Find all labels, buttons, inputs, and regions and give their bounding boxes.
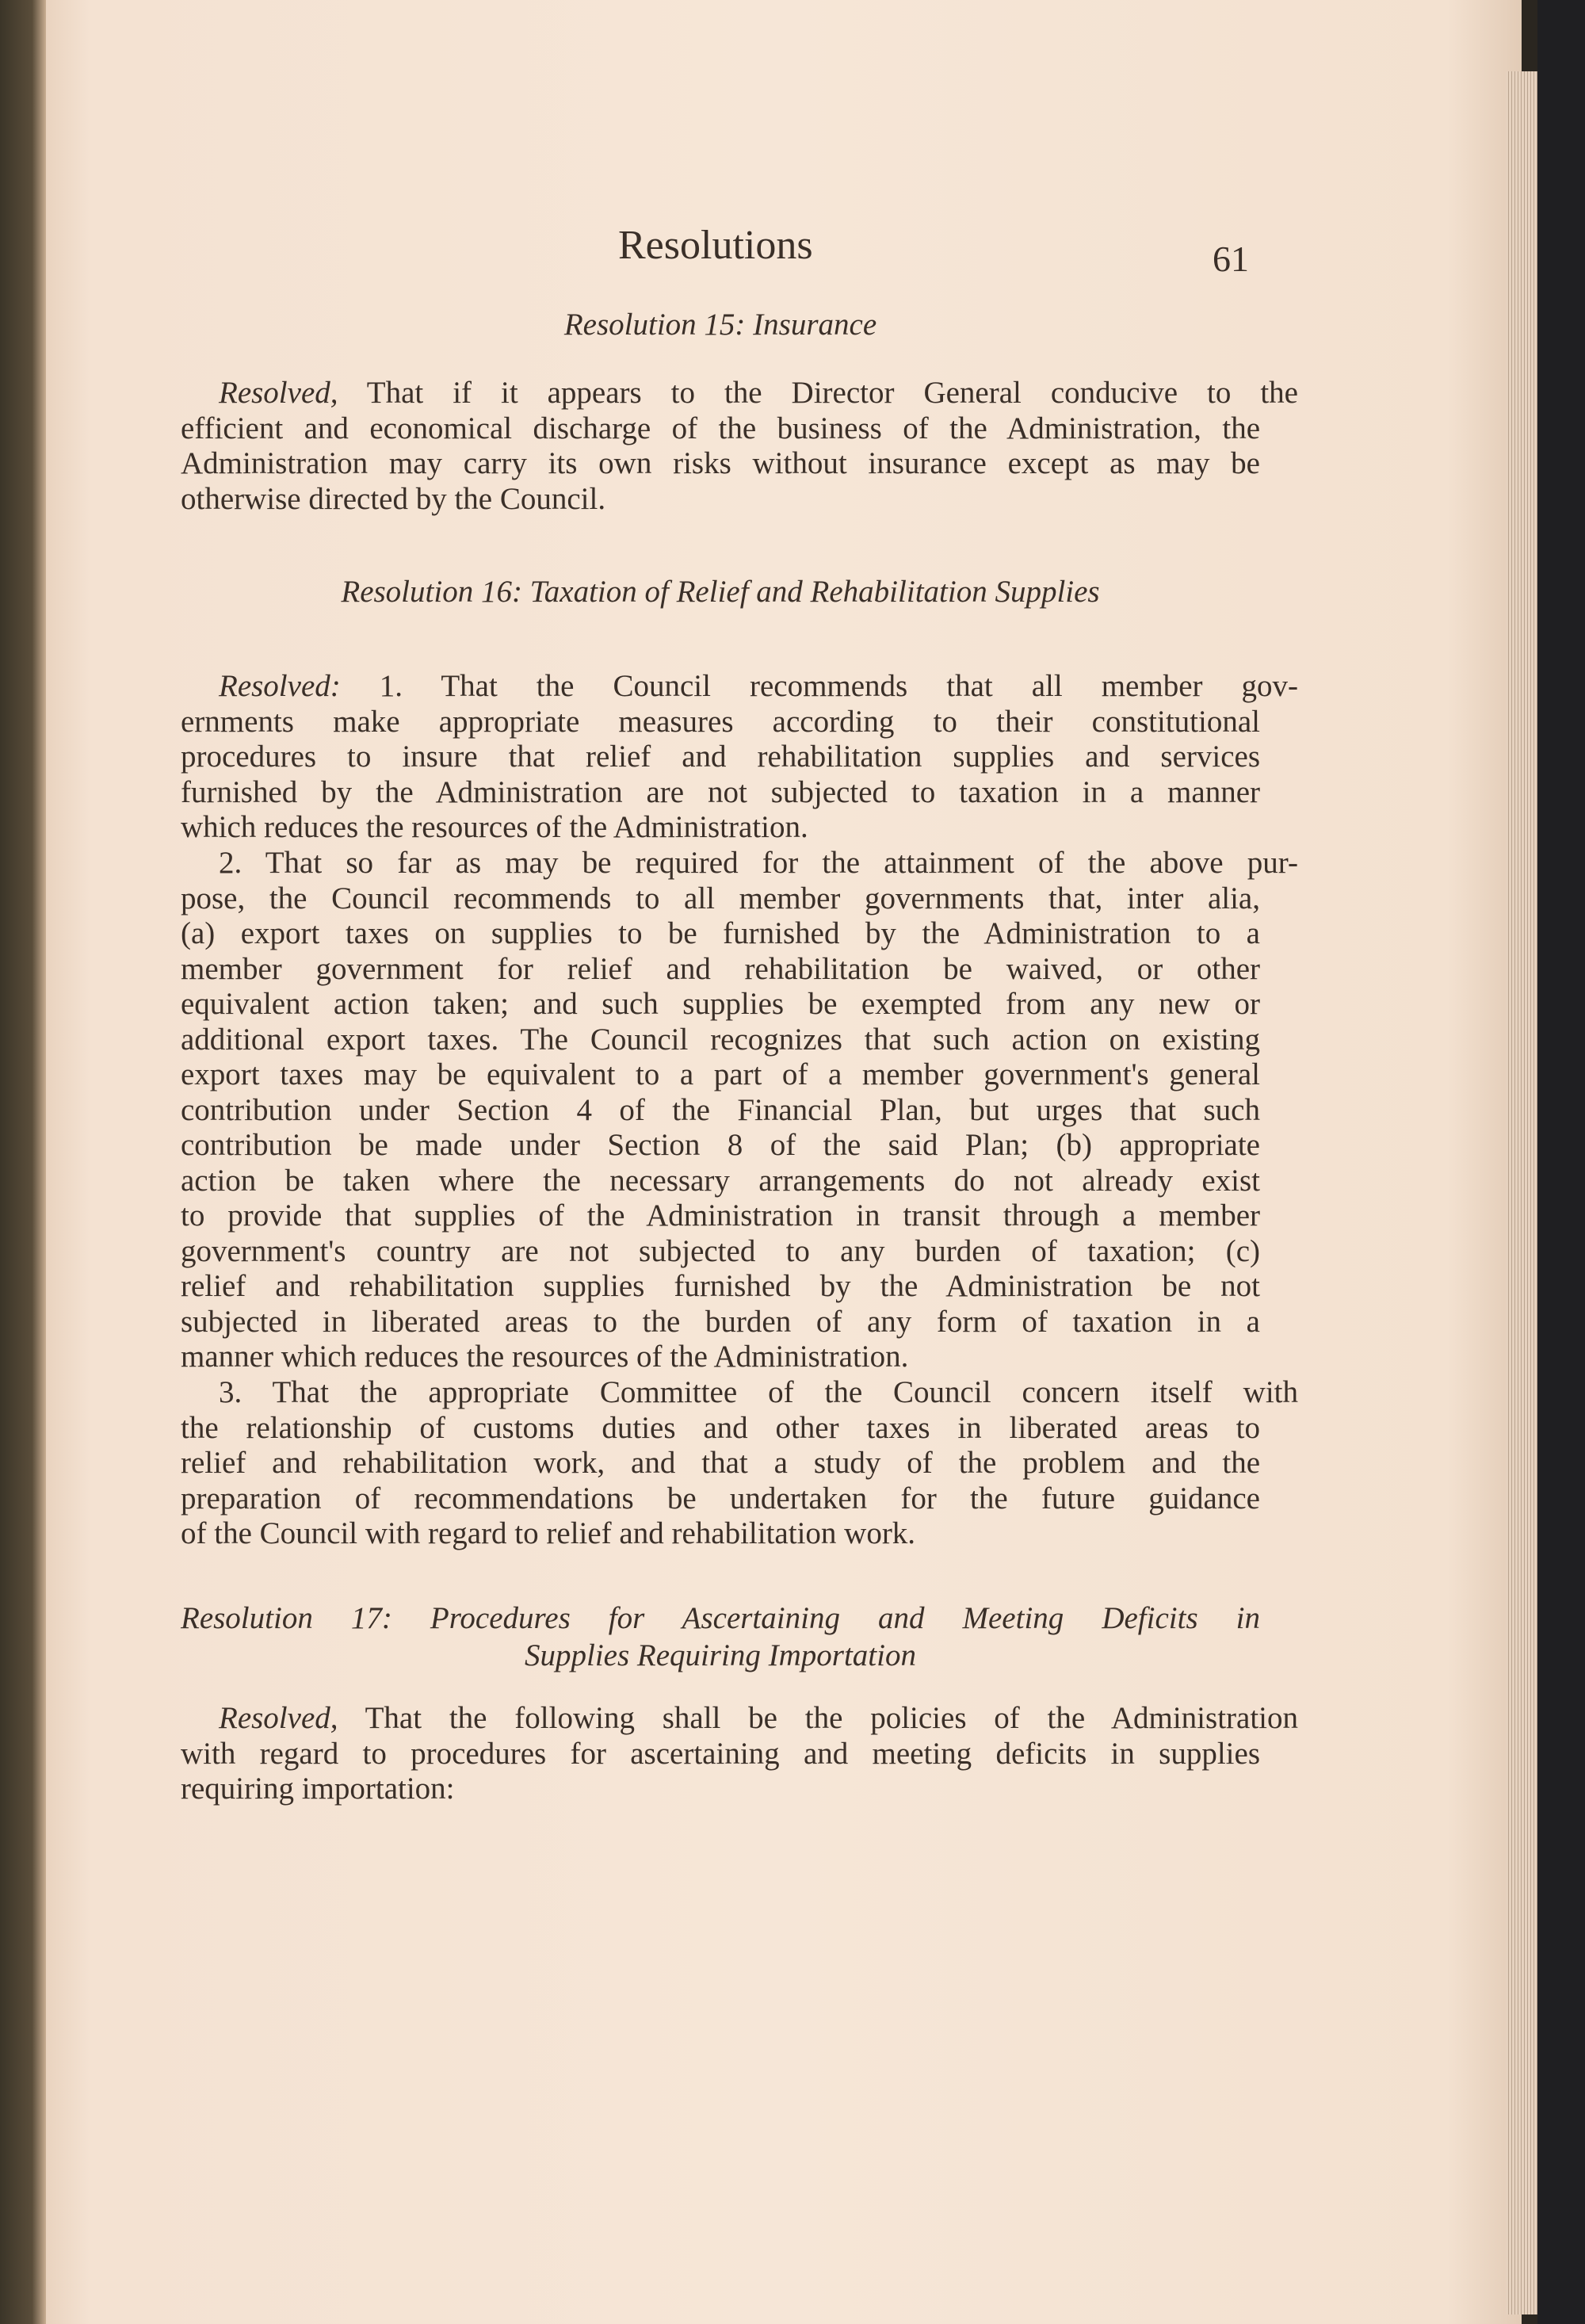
paragraph-line xyxy=(181,881,1260,917)
line-text: furnished by the Administration are not subjected to taxation in a manner xyxy=(181,774,1260,809)
line-text: relief and rehabilitation supplies furnished by the Administration be not xyxy=(181,1269,1260,1303)
line-text: member government for relief and rehabilitation be waived, or other xyxy=(181,951,1260,986)
paragraph-line xyxy=(181,952,1260,988)
paragraph-line xyxy=(181,1772,1260,1807)
running-title: Resolutions xyxy=(618,223,813,268)
paragraph-line xyxy=(181,775,1260,811)
section-heading: Resolution 16: Taxation of Relief and Rehabilitation Supplies xyxy=(341,575,1100,609)
line-text: equivalent action taken; and such supplies be exempted from any new or xyxy=(181,987,1260,1021)
line-text: relief and rehabilitation work, and that a study of the problem and the xyxy=(181,1446,1260,1480)
line-text: procedures to insure that relief and rehabilitation supplies and services xyxy=(181,740,1260,774)
line-text: 1. That the Council recommends that all member gov- xyxy=(340,669,1298,703)
line-text: contribution be made under Section 8 of the said Plan; (b) appropriate xyxy=(181,1128,1260,1162)
section-heading: Supplies Requiring Importation xyxy=(525,1638,916,1672)
page-edges xyxy=(1506,71,1537,2314)
paragraph-line xyxy=(181,1198,1260,1234)
line-text: requiring importation: xyxy=(181,1772,455,1806)
resolved-lead: Resolved, xyxy=(219,376,338,410)
line-text: of the Council with regard to relief and rehabilitation work. xyxy=(181,1516,916,1550)
section-heading: Resolution 15: Insurance xyxy=(563,308,877,342)
line-text: efficient and economical discharge of the business of the Administration, the xyxy=(181,411,1260,445)
paragraph-line xyxy=(181,1701,1298,1737)
paragraph-line xyxy=(181,669,1298,705)
paragraph-line xyxy=(181,1305,1260,1340)
line-text: to provide that supplies of the Administration in transit through a member xyxy=(181,1198,1260,1233)
line-text: That the following shall be the policies of the Administration xyxy=(338,1701,1298,1735)
paragraph-line xyxy=(181,987,1260,1022)
line-text: manner which reduces the resources of the Administration. xyxy=(181,1340,909,1374)
line-text: otherwise directed by the Council. xyxy=(181,481,606,516)
resolved-lead: Resolved, xyxy=(219,1701,338,1735)
paragraph-line xyxy=(181,705,1260,740)
line-text: Administration may carry its own risks without insurance except as may be xyxy=(181,446,1260,480)
line-text: action be taken where the necessary arrangements do not already exist xyxy=(181,1163,1260,1198)
paragraph-line xyxy=(181,1164,1260,1199)
paragraph-line xyxy=(181,1446,1260,1481)
paragraph-line xyxy=(181,482,1260,518)
line-text: additional export taxes. The Council recognizes that such action on existing xyxy=(181,1022,1260,1057)
line-text: with regard to procedures for ascertaining and meeting deficits in supplies xyxy=(181,1736,1260,1771)
line-text: subjected in liberated areas to the burden of any form of taxation in a xyxy=(181,1304,1260,1339)
paragraph-line xyxy=(181,1128,1260,1164)
line-text: That if it appears to the Director General conducive to the xyxy=(338,376,1298,410)
page-number: 61 xyxy=(1213,239,1249,279)
section-heading: Resolution 17: Procedures for Ascertaining and Meeting Deficits in xyxy=(181,1601,1260,1635)
paragraph-line xyxy=(181,1093,1260,1129)
line-text: preparation of recommendations be undertaken for the future guidance xyxy=(181,1481,1260,1516)
line-text: (a) export taxes on supplies to be furnished by the Administration to a xyxy=(181,916,1260,950)
paragraph-line xyxy=(181,1481,1260,1517)
paragraph-line xyxy=(181,1269,1260,1305)
line-text: which reduces the resources of the Administration. xyxy=(181,810,808,844)
paragraph-line xyxy=(181,446,1260,482)
paragraph-line xyxy=(181,846,1298,881)
paragraph-line xyxy=(181,810,1260,846)
paragraph-line xyxy=(181,411,1260,447)
paragraph-line xyxy=(181,1022,1260,1058)
paragraph-line xyxy=(181,1737,1260,1772)
line-text: 2. That so far as may be required for the attainment of the above pur- xyxy=(219,846,1298,880)
paragraph-line xyxy=(181,376,1298,411)
paragraph-line xyxy=(181,1516,1260,1552)
paragraph-line xyxy=(181,1057,1260,1093)
line-text: government's country are not subjected to any burden of taxation; (c) xyxy=(181,1233,1260,1268)
line-text: ernments make appropriate measures according to their constitutional xyxy=(181,704,1260,739)
background xyxy=(1537,0,1585,2324)
paragraph-line xyxy=(181,740,1260,775)
line-text: contribution under Section 4 of the Financial Plan, but urges that such xyxy=(181,1092,1260,1127)
paragraph-line xyxy=(181,916,1260,952)
paragraph-line xyxy=(181,1234,1260,1270)
paragraph-line xyxy=(181,1411,1260,1447)
line-text: 3. That the appropriate Committee of the Council concern itself with xyxy=(219,1375,1298,1409)
book-spine-edge xyxy=(0,0,46,2324)
line-text: pose, the Council recommends to all member governments that, inter alia, xyxy=(181,881,1260,915)
line-text: the relationship of customs duties and other taxes in liberated areas to xyxy=(181,1410,1260,1445)
paragraph-line xyxy=(181,1340,1260,1375)
resolved-lead: Resolved: xyxy=(219,669,341,703)
paragraph-line xyxy=(181,1375,1298,1411)
line-text: export taxes may be equivalent to a part of a member government's general xyxy=(181,1057,1260,1091)
